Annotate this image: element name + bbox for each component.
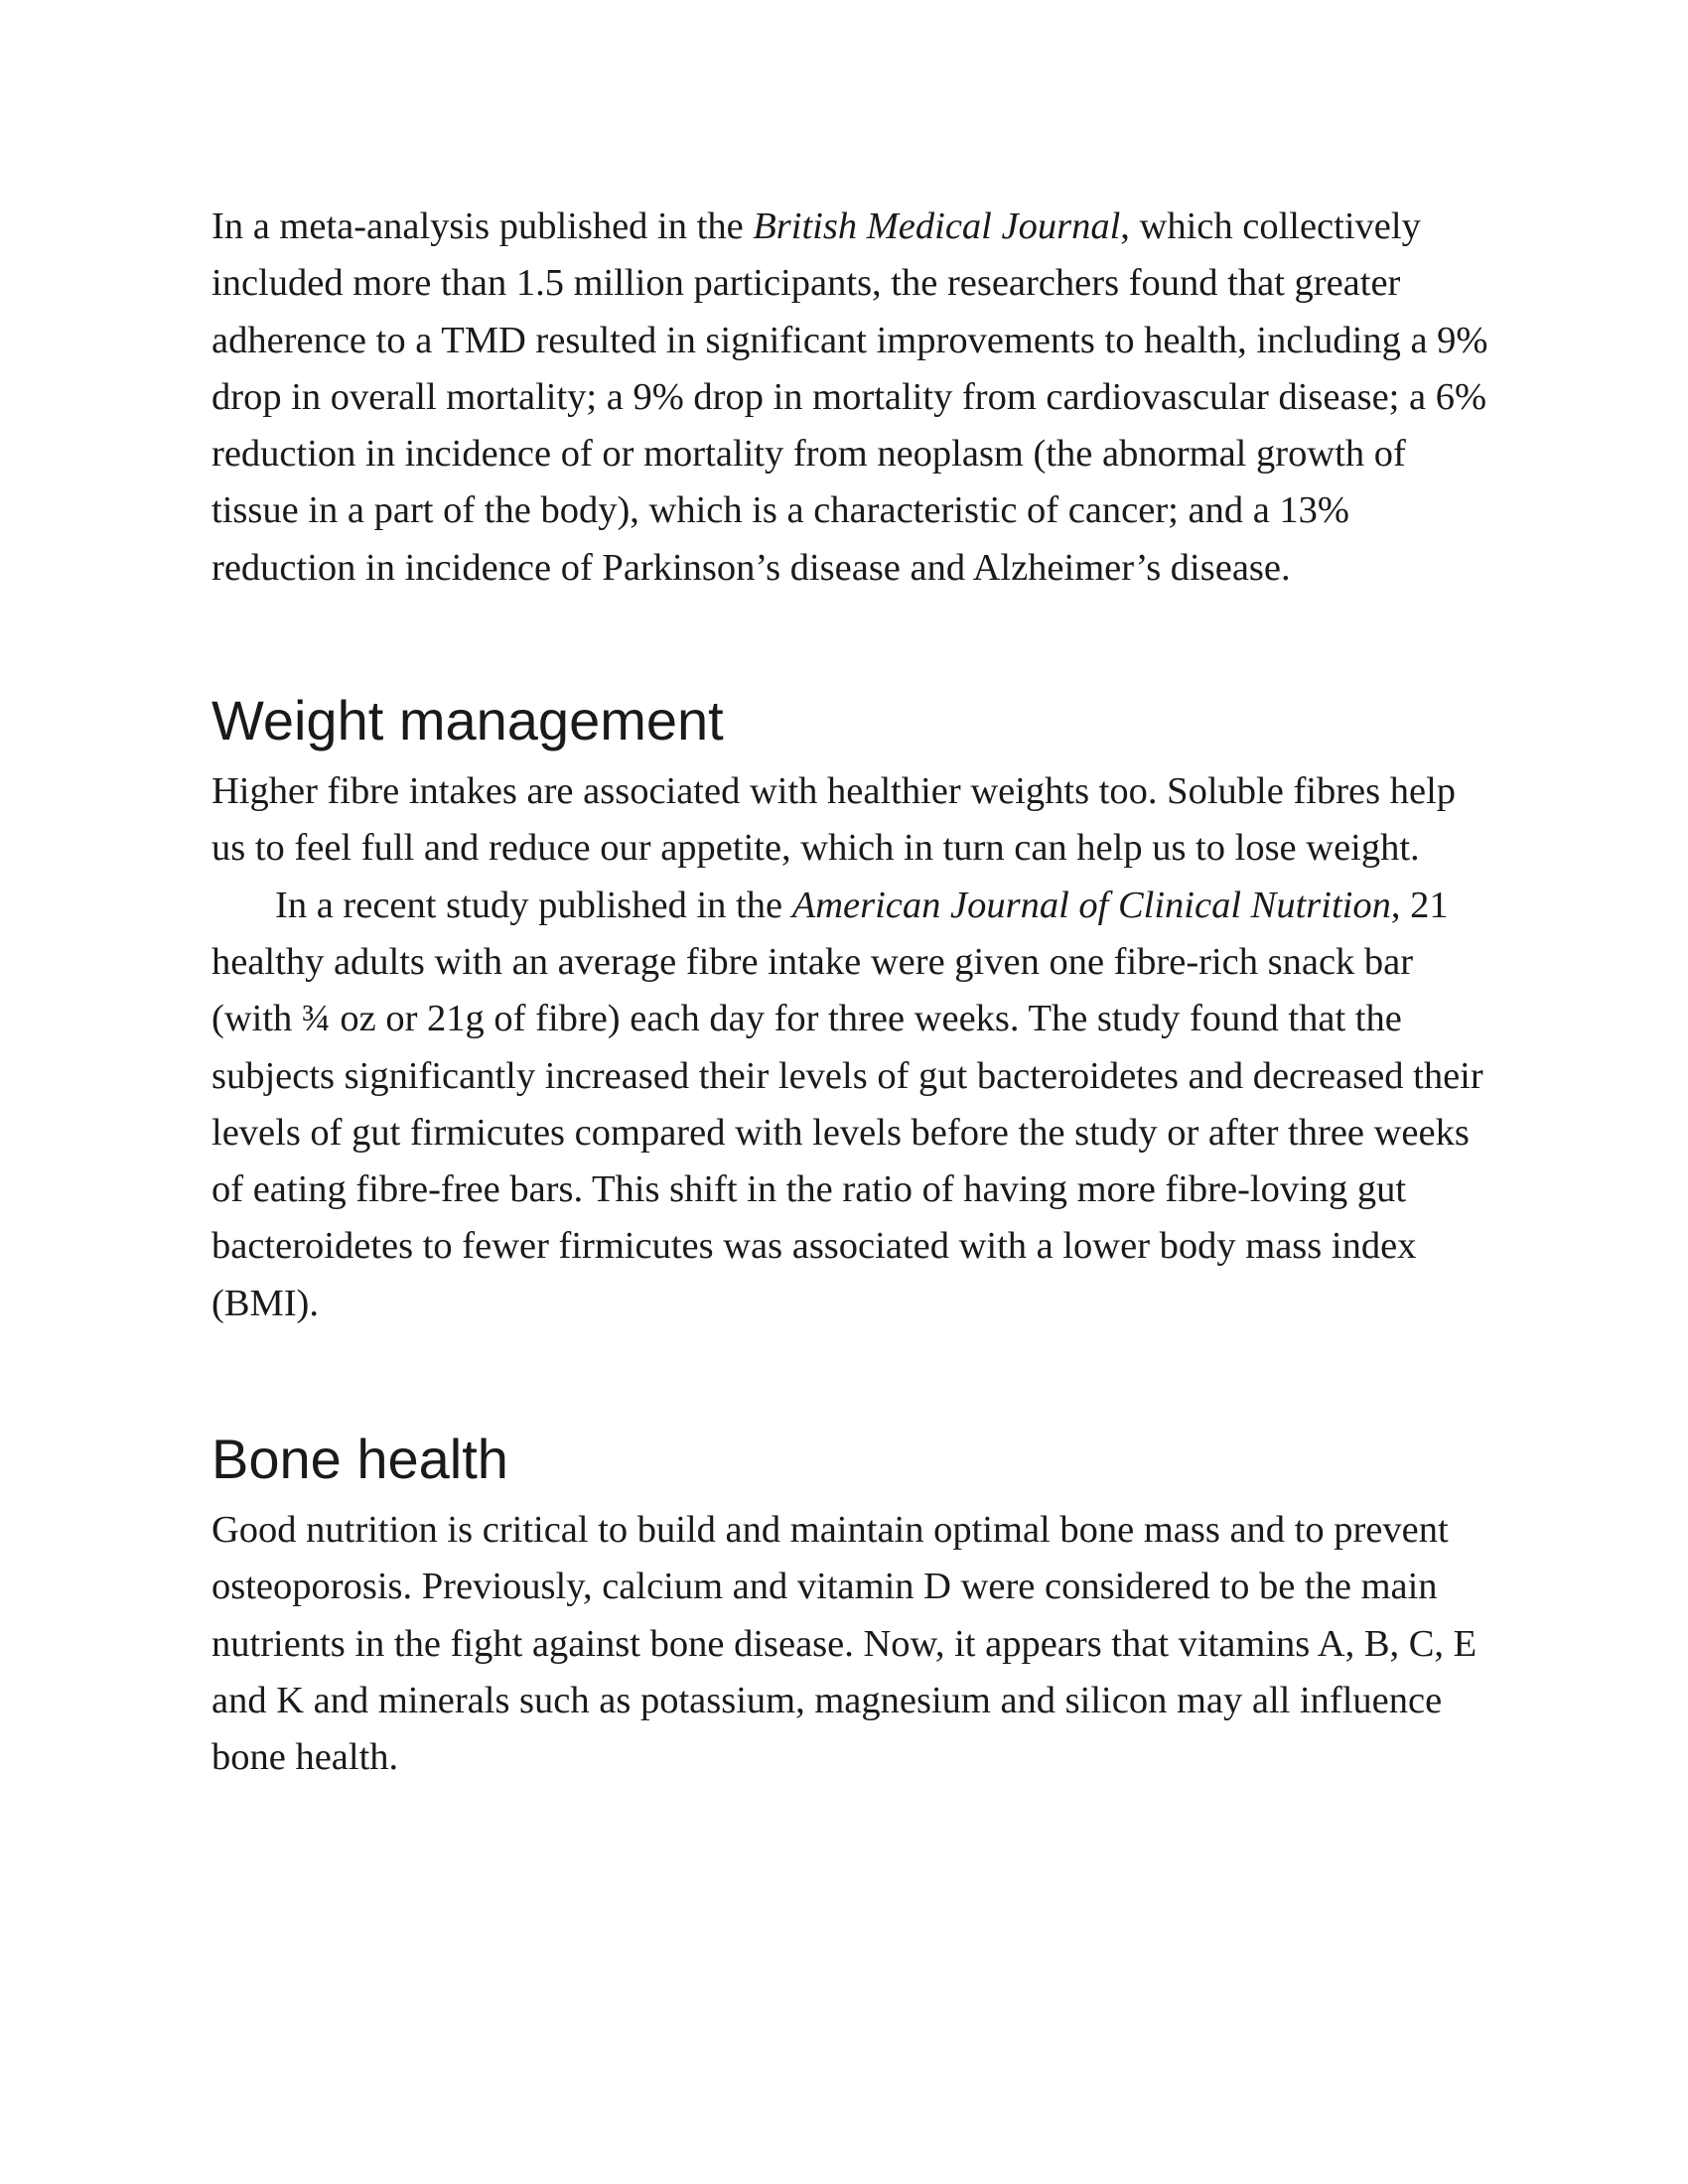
weight-p2-text-end: , 21 healthy adults with an average fibre intake were given one fibre-rich snack bar (with ¾ oz or 21g of fibre) each day for three weeks. The study found that the subjects significantly increased their levels of gut bacteroidetes and decreased their levels of gut firmicutes compared with levels before the study or after three weeks of eating fibre-free bars. This shift in the ratio of having more fibre-loving gut bacteroidetes to fewer firmicutes was associated with a lower body mass index (BMI). [211,884,1483,1324]
bone-paragraph: Good nutrition is critical to build and maintain optimal bone mass and to prevent osteoporosis. Previously, calcium and vitamin D were considered to be the main nutrients in the fight against bone disease. Now, it appears that vitamins A, B, C, E and K and minerals such as potassium, magnesium and silicon may all influence bone health. [211,1509,1477,1779]
document-page [211,199,1492,1787]
intro-text-start: In a meta-analysis published in the [211,205,754,247]
intro-paragraph [211,199,1492,597]
weight-p2-text-start: In a recent study published in the [275,884,792,926]
intro-text-end: , which collectively included more than 1.5 million participants, the researchers found that greater adherence to a TMD resulted in significant improvements to health, including a 9% drop in overall mortality; a 9% drop in mortality from cardiovascular disease; a 6% reduction in incidence of or mortality from neoplasm (the abnormal growth of tissue in a part of the body), which is a characteristic of cancer; and a 13% reduction in incidence of Parkinson’s disease and Alzheimer’s disease. [211,205,1488,589]
journal-name-bmj: British Medical Journal [753,205,1121,247]
bone-health-heading: Bone health [211,1428,508,1491]
weight-management-heading: Weight management [211,689,724,752]
weight-paragraph-2 [211,878,1492,1332]
weight-paragraph-1: Higher fibre intakes are associated with healthier weights too. Soluble fibres help us to feel full and reduce our appetite, which in turn can help us to lose weight. [211,770,1457,870]
journal-name-ajcn: American Journal of Clinical Nutrition [791,884,1391,926]
